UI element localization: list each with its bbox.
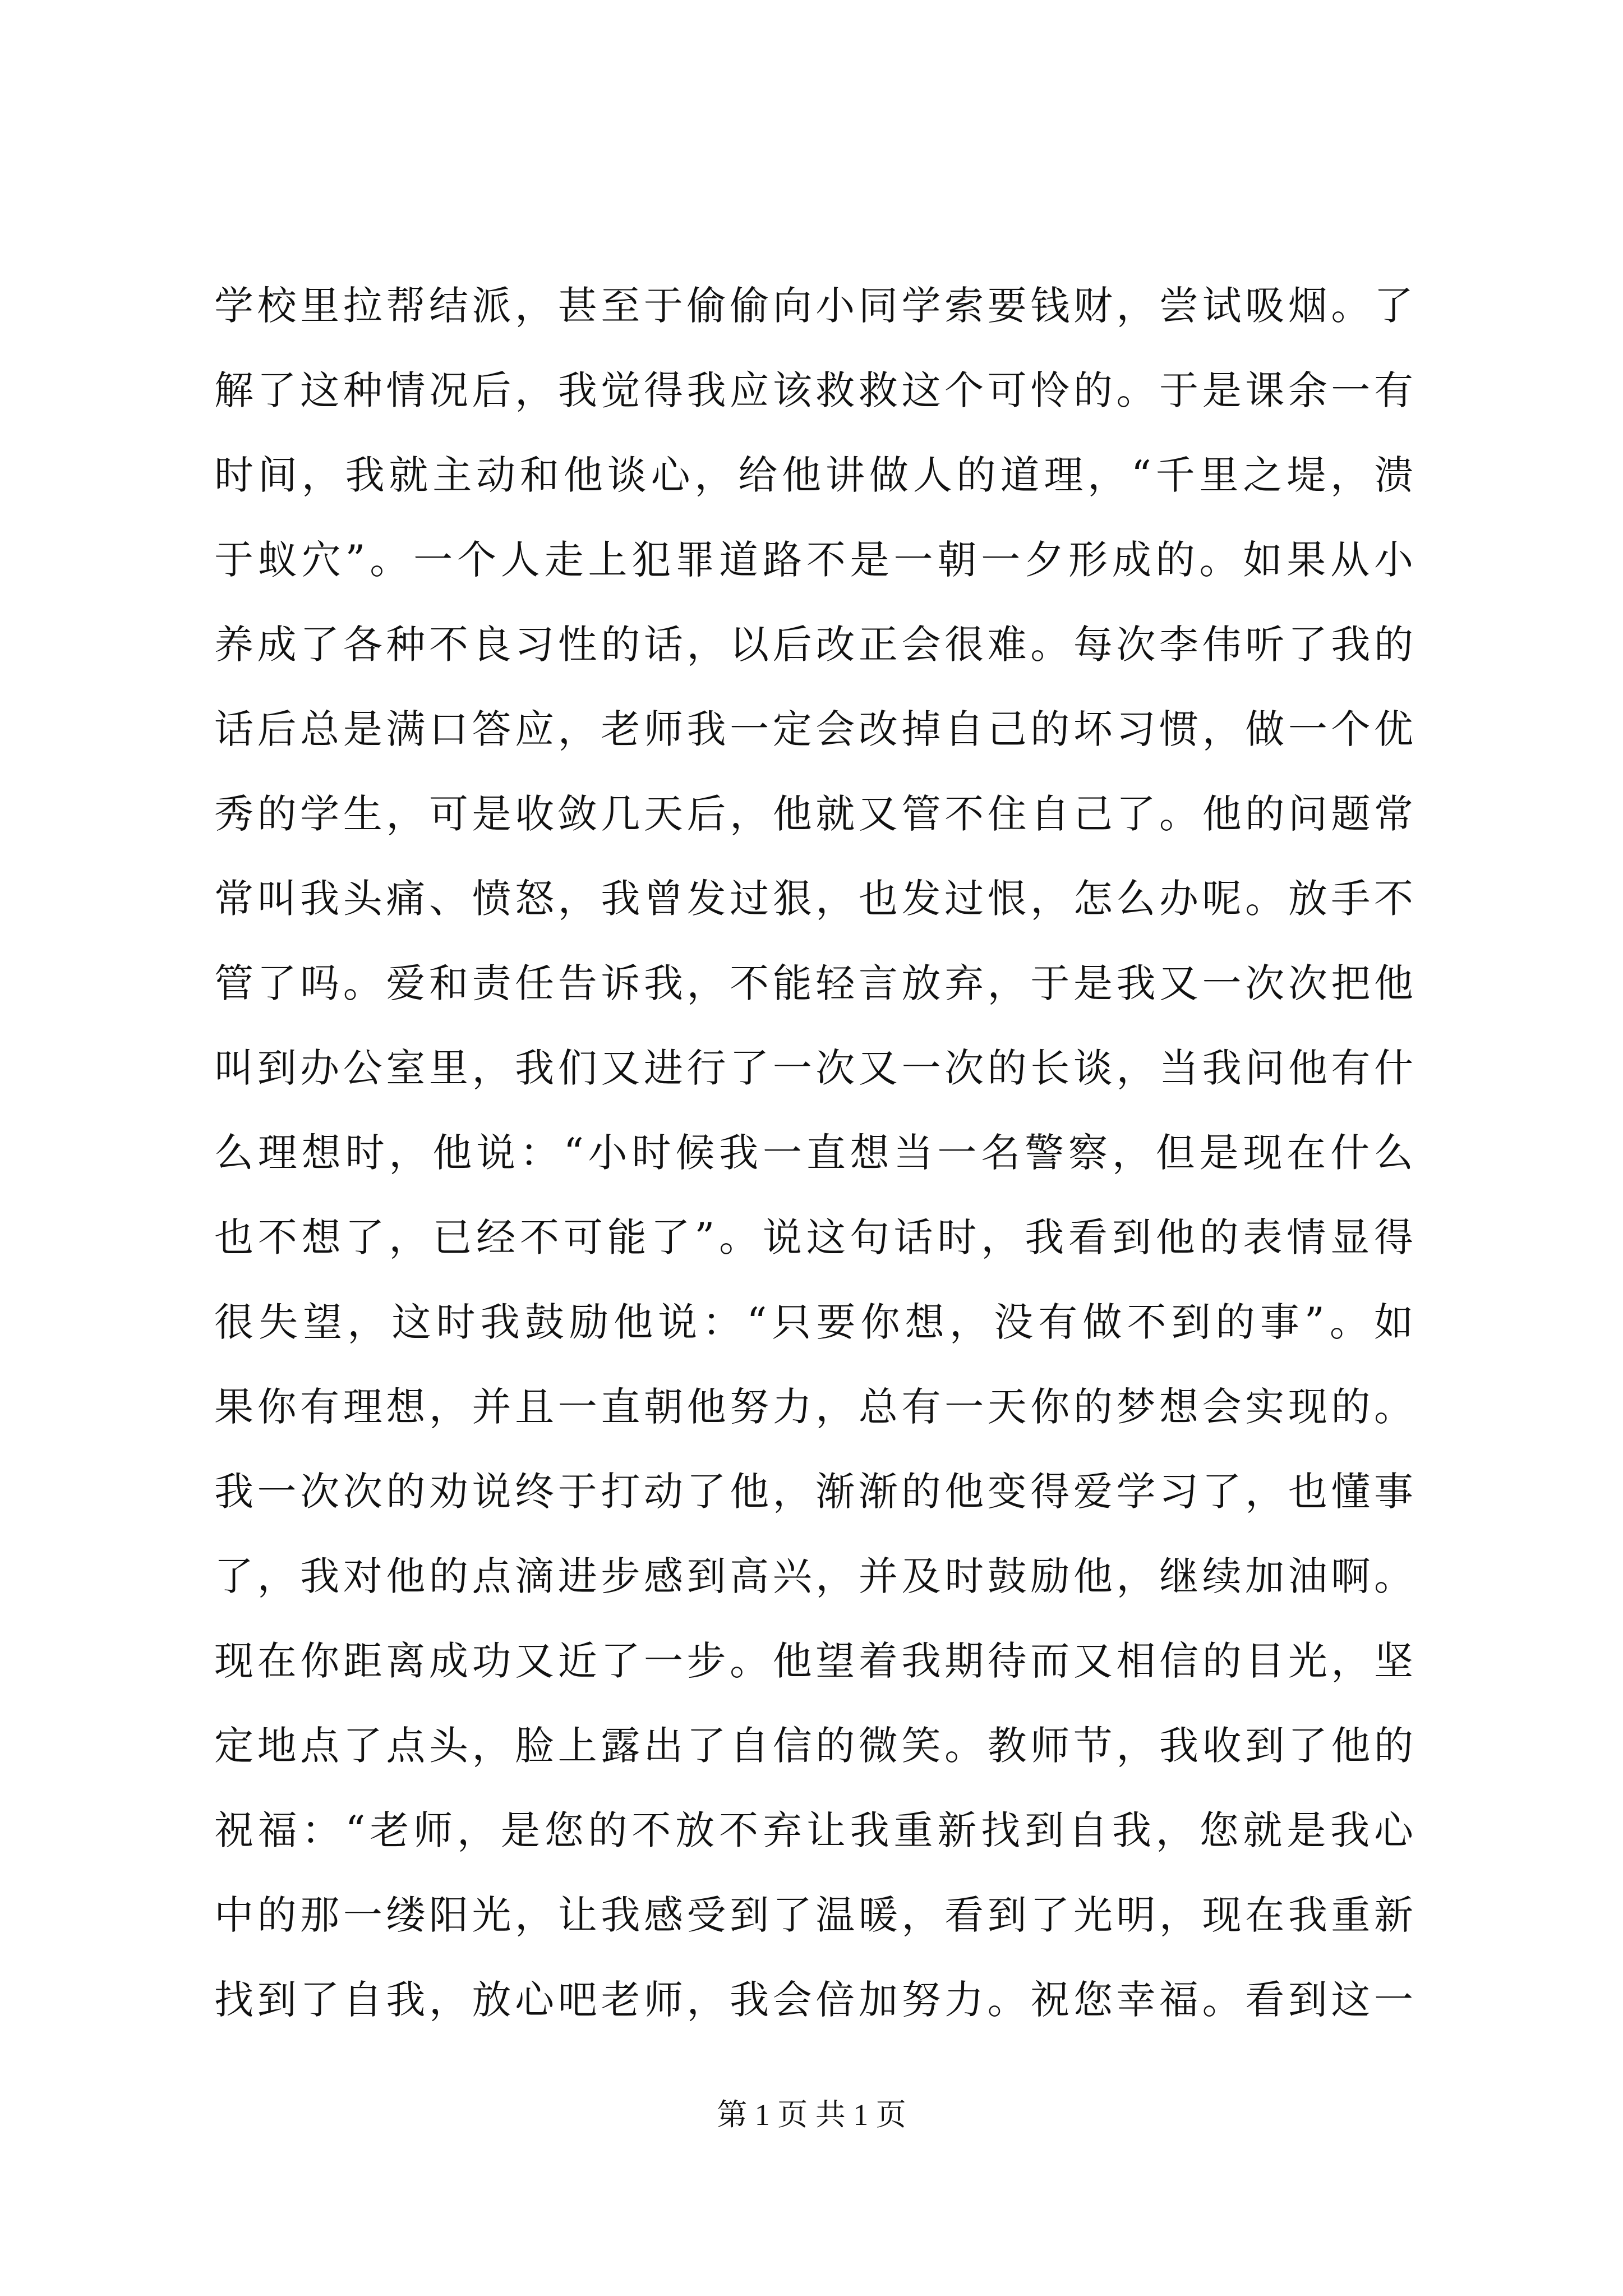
text-line: 我一次次的劝说终于打动了他，渐渐的他变得爱学习了，也懂事 [214, 1469, 1414, 1515]
text-line: 很失望，这时我鼓励他说：“只要你想，没有做不到的事”。如 [214, 1299, 1414, 1345]
text-line: 养成了各种不良习性的话，以后改正会很难。每次李伟听了我的 [214, 622, 1414, 668]
text-line: 中的那一缕阳光，让我感受到了温暖，看到了光明，现在我重新 [214, 1892, 1414, 1938]
text-line: 管了吗。爱和责任告诉我，不能轻言放弃，于是我又一次次把他 [214, 960, 1414, 1006]
text-line: 学校里拉帮结派，甚至于偷偷向小同学索要钱财，尝试吸烟。了 [214, 283, 1414, 329]
text-line: 定地点了点头，脸上露出了自信的微笑。教师节，我收到了他的 [214, 1723, 1414, 1769]
text-line: 解了这种情况后，我觉得我应该救救这个可怜的。于是课余一有 [214, 367, 1414, 413]
text-line: 叫到办公室里，我们又进行了一次又一次的长谈，当我问他有什 [214, 1045, 1414, 1091]
text-line: 祝福：“老师，是您的不放不弃让我重新找到自我，您就是我心 [214, 1807, 1414, 1853]
text-line: 么理想时，他说：“小时候我一直想当一名警察，但是现在什么 [214, 1130, 1414, 1176]
text-line: 也不想了，已经不可能了”。说这句话时，我看到他的表情显得 [214, 1214, 1414, 1260]
text-line: 常叫我头痛、愤怒，我曾发过狠，也发过恨，怎么办呢。放手不 [214, 876, 1414, 922]
body-text [214, 264, 1414, 2042]
text-line: 话后总是满口答应，老师我一定会改掉自己的坏习惯，做一个优 [214, 706, 1414, 752]
text-line: 时间，我就主动和他谈心，给他讲做人的道理，“千里之堤，溃 [214, 452, 1414, 498]
text-line: 果你有理想，并且一直朝他努力，总有一天你的梦想会实现的。 [214, 1384, 1414, 1430]
text-line: 现在你距离成功又近了一步。他望着我期待而又相信的目光，坚 [214, 1638, 1414, 1684]
page-footer [0, 2092, 1623, 2137]
page-number: 第 1 页 共 1 页 [717, 2098, 906, 2132]
text-line: 秀的学生，可是收敛几天后，他就又管不住自己了。他的问题常 [214, 791, 1414, 837]
text-line: 了，我对他的点滴进步感到高兴，并及时鼓励他，继续加油啊。 [214, 1553, 1414, 1599]
text-line: 找到了自我，放心吧老师，我会倍加努力。祝您幸福。看到这一 [214, 1977, 1414, 2023]
text-line: 于蚁穴”。一个人走上犯罪道路不是一朝一夕形成的。如果从小 [214, 537, 1414, 583]
